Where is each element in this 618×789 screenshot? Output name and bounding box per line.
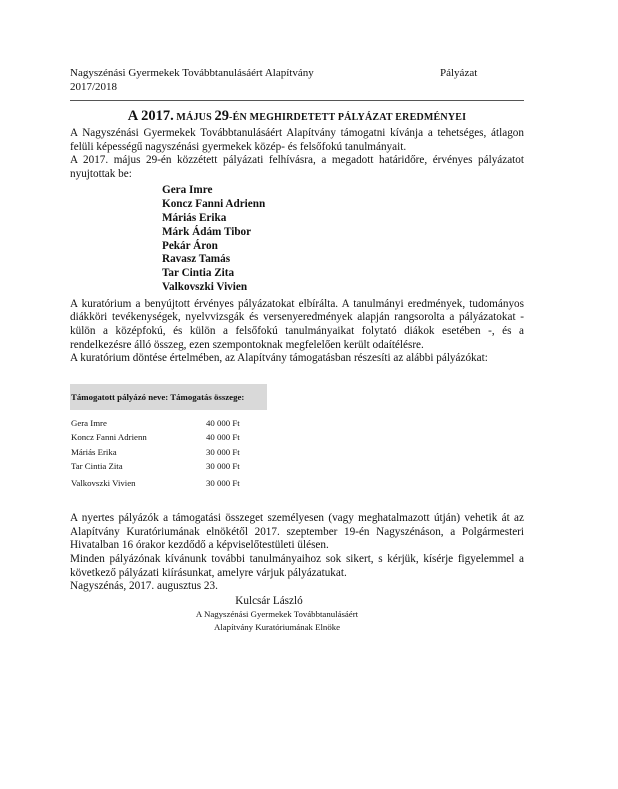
table-row — [70, 476, 267, 491]
applicant-name: Tar Cintia Zita — [162, 267, 235, 280]
paragraph-intro: A Nagyszénási Gyermekek Továbbtanulásáért Alapítvány támogatni kívánja a tehetséges, átlagon felüli képességű nagyszénási gyermekek közép- és felsőfokú tanulmányait. — [70, 127, 524, 153]
header-right: Pályázat — [440, 67, 478, 79]
applicant-name: Koncz Fanni Adrienn — [162, 198, 266, 211]
table-cell-name: Tar Cintia Zita — [71, 461, 123, 472]
paragraph-wishes: Minden pályázónak kívánunk további tanulmányaihoz sok sikert, s kérjük, kísérje figyelemmel a következő pályázati kiírásunkat, amelyre várjuk pályázatukat. — [70, 553, 524, 579]
table-cell-amount: 40 000 Ft — [206, 417, 240, 428]
table-cell-name: Gera Imre — [71, 417, 107, 428]
table-row — [70, 459, 267, 474]
document-title — [70, 107, 524, 127]
table-row — [70, 445, 267, 460]
signature-block — [70, 594, 524, 635]
paragraph-award: A nyertes pályázók a támogatási összeget személyesen (vagy meghatalmazott útján) vehetik át az Alapítvány Kuratóriumának elnökétől 2017. szeptember 19-én Nagyszénáson, a Polgármesteri Hivatalban 16 órakor kezdődő a képviselőtestületi ülésen. — [70, 512, 524, 552]
table-cell-amount: 40 000 Ft — [206, 432, 240, 443]
table-cell-name: Valkovszki Vivien — [71, 477, 136, 488]
signatory-role-line-2: Alapítvány Kuratóriumának Elnöke — [213, 622, 341, 633]
applicant-name: Ravasz Tamás — [162, 253, 231, 266]
applicant-name: Máriás Erika — [162, 211, 227, 224]
award-table — [70, 384, 267, 491]
header-rule — [70, 100, 524, 101]
applicant-name: Valkovszki Vivien — [162, 280, 248, 293]
applicant-name: Gera Imre — [162, 184, 213, 197]
title-part-4: -ÉN MEGHIRDETETT PÁLYÁZAT EREDMÉNYEI — [229, 112, 467, 123]
header-org: Nagyszénási Gyermekek Továbbtanulásáért Alapítvány — [70, 67, 314, 79]
applicant-name: Márk Ádám Tibor — [162, 225, 252, 238]
table-row — [70, 416, 267, 431]
place-date: Nagyszénás, 2017. augusztus 23. — [70, 580, 218, 593]
paragraph-deadline: A 2017. május 29-én közzétett pályázati felhívásra, a megadott határidőre, érvényes pályázatot nyujtottak be: — [70, 154, 524, 180]
signatory-role-line-1: A Nagyszénási Gyermekek Továbbtanulásáért — [195, 608, 359, 619]
table-cell-amount: 30 000 Ft — [206, 477, 240, 488]
title-part-1: A 2017. — [127, 108, 174, 124]
paragraph-evaluation: A kuratórium a benyújtott érvényes pályázatokat elbírálta. A tanulmányi eredmények, tudományos diákköri tevékenységek, nyelvvizsgák és versenyeredmények alapján rangsorolta a pályázatokat - külön a középfokú, és külön a felsőfokú tanulmányaikat folytató diákok esetében -, és a rendelkezésre álló összeg, ezen szempontoknak megfelelően került odaítélésre. — [70, 297, 524, 351]
table-cell-amount: 30 000 Ft — [206, 461, 240, 472]
applicant-list — [162, 184, 524, 294]
title-part-3: 29 — [214, 108, 230, 124]
page-header — [70, 66, 524, 94]
table-row — [70, 430, 267, 445]
signatory-name: Kulcsár László — [235, 594, 303, 607]
table-header: Támogatott pályázó neve: Támogatás összege: — [70, 384, 267, 410]
table-cell-name: Máriás Erika — [71, 446, 117, 457]
paragraph-decision: A kuratórium döntése értelmében, az Alapítvány támogatásban részesíti az alábbi pályázókat: — [70, 352, 488, 365]
table-cell-name: Koncz Fanni Adrienn — [71, 432, 147, 443]
header-year: 2017/2018 — [70, 81, 118, 93]
title-part-2: MÁJUS — [173, 112, 215, 123]
document-page — [70, 66, 524, 635]
applicant-name: Pekár Áron — [162, 239, 218, 252]
table-cell-amount: 30 000 Ft — [206, 446, 240, 457]
